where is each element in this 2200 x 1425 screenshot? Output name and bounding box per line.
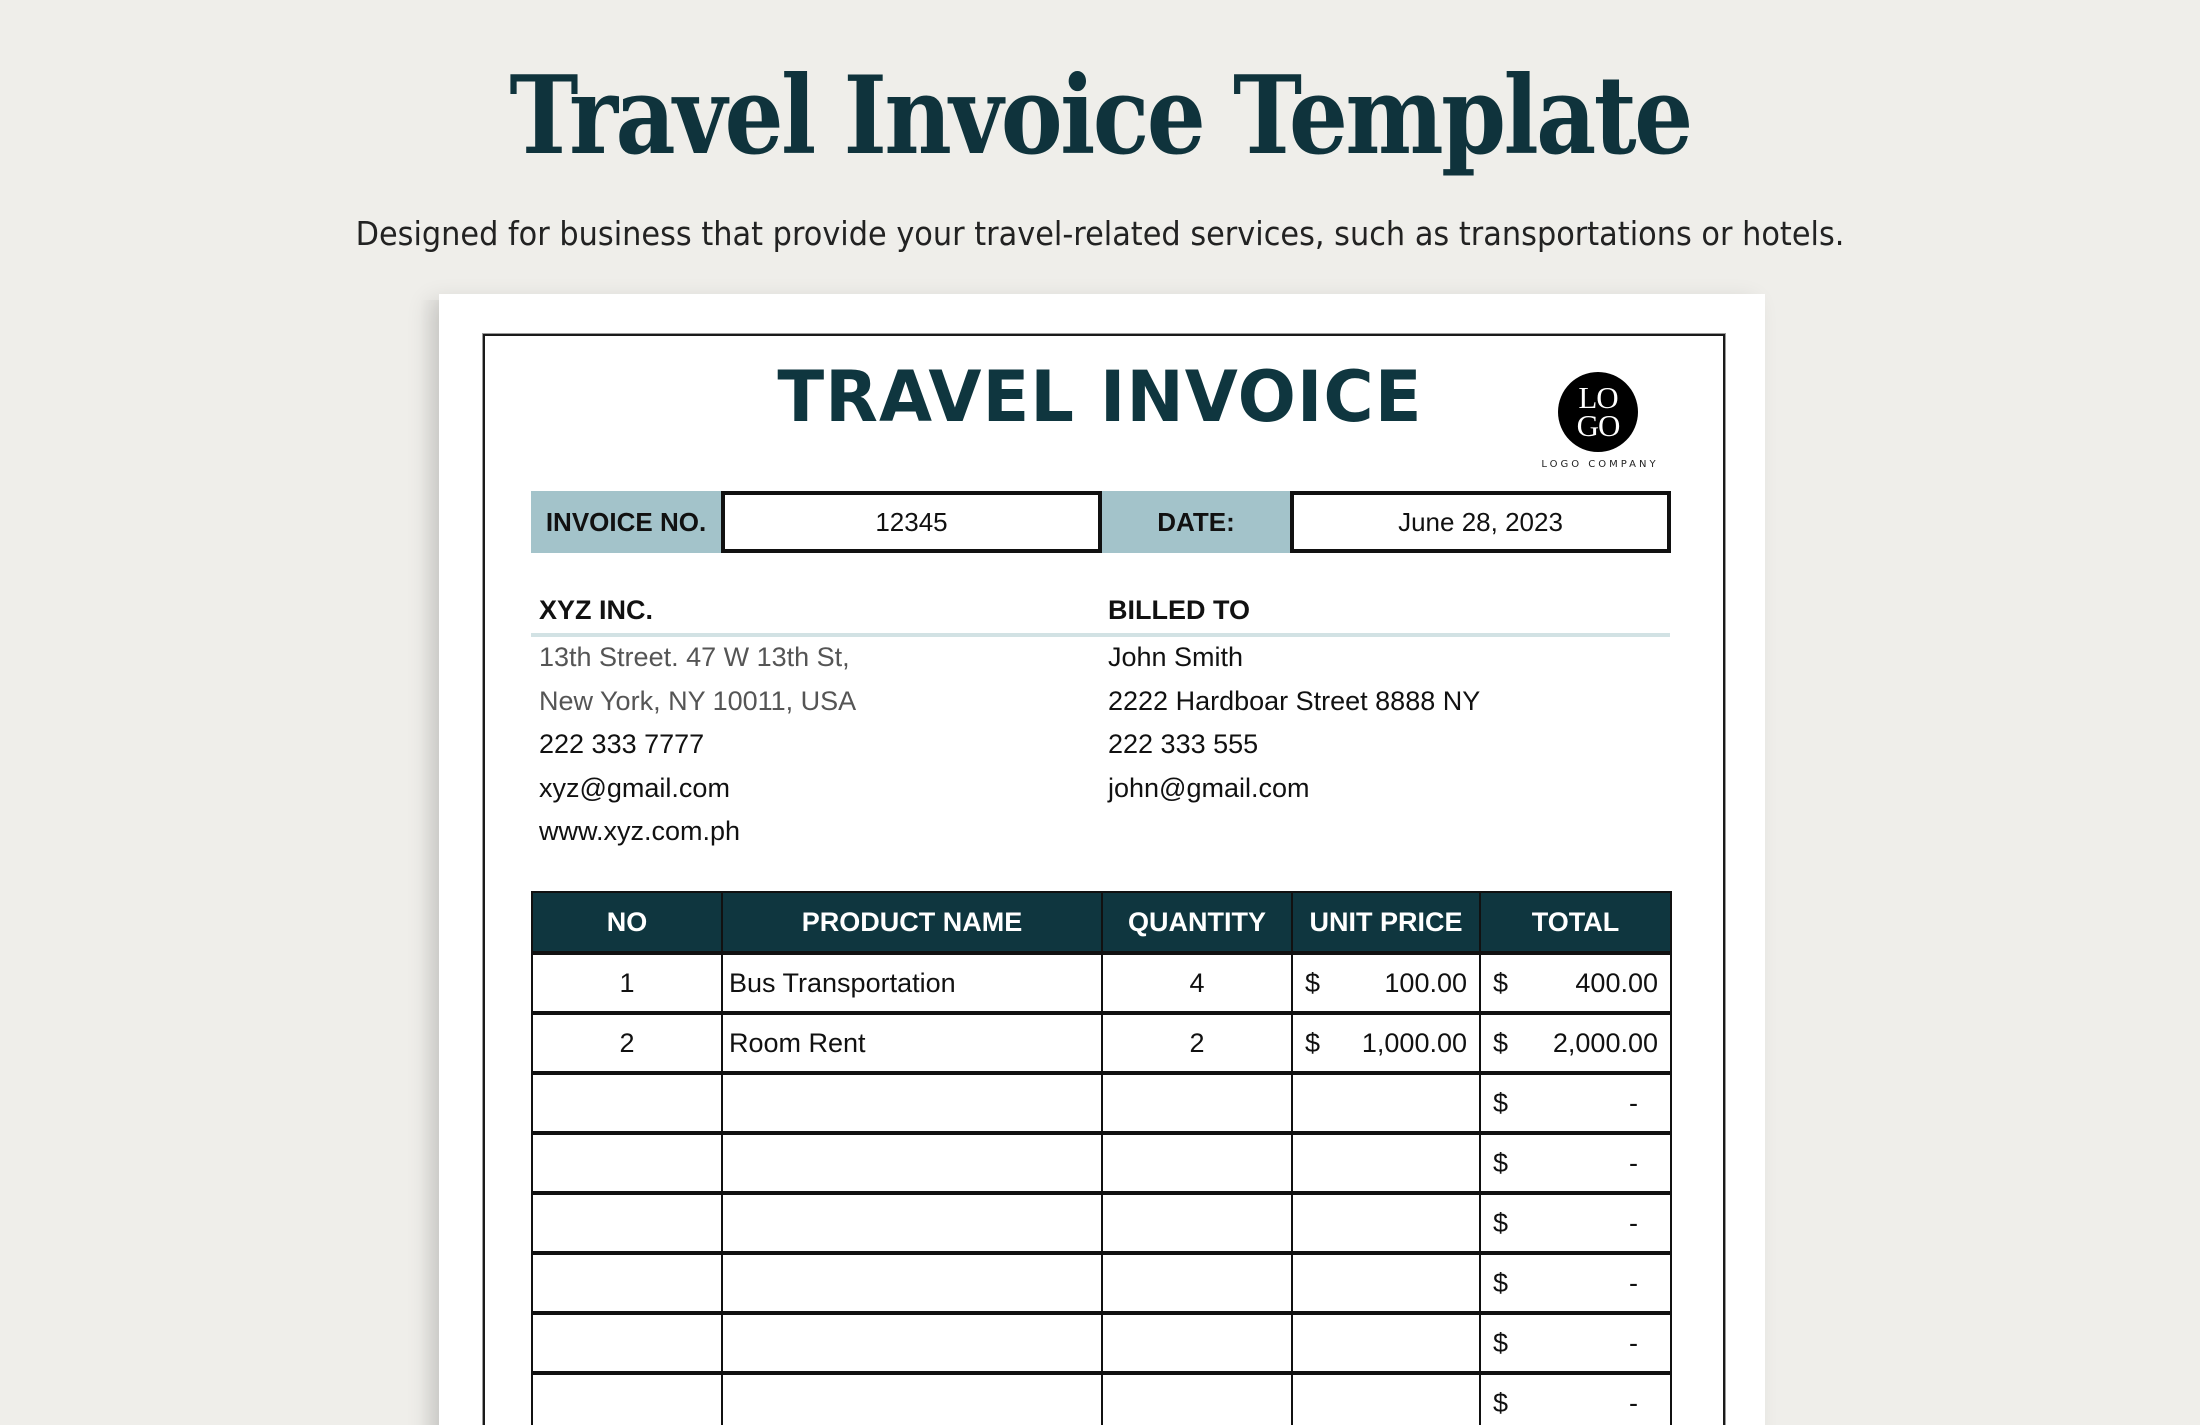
billed-to-section xyxy=(1108,590,1480,810)
cell-unit-price[interactable] xyxy=(1292,1373,1480,1425)
cell-no[interactable] xyxy=(532,1253,722,1313)
invoice-heading: TRAVEL INVOICE xyxy=(777,356,1423,438)
cell-product-name[interactable] xyxy=(722,1253,1102,1313)
total-value: - xyxy=(1629,1327,1638,1358)
total-value: 2,000.00 xyxy=(1552,1027,1658,1058)
cell-unit-price[interactable] xyxy=(1292,1013,1480,1073)
table-row xyxy=(532,1313,1671,1373)
table-header-row xyxy=(532,892,1671,953)
from-address-line1: 13th Street. 47 W 13th St, xyxy=(539,642,850,672)
column-header-product-name: PRODUCT NAME xyxy=(722,892,1102,953)
cell-product-name[interactable] xyxy=(722,1133,1102,1193)
cell-unit-price[interactable] xyxy=(1292,1073,1480,1133)
cell-product-name[interactable] xyxy=(722,1373,1102,1425)
cell-total[interactable] xyxy=(1480,1133,1671,1193)
currency-symbol: $ xyxy=(1305,1027,1321,1058)
invoice-number-label: INVOICE NO. xyxy=(531,491,721,553)
currency-symbol: $ xyxy=(1493,1147,1509,1178)
from-heading: XYZ INC. xyxy=(539,595,654,625)
cell-total[interactable] xyxy=(1480,1073,1671,1133)
cell-unit-price[interactable] xyxy=(1292,953,1480,1013)
cell-total[interactable] xyxy=(1480,1313,1671,1373)
currency-symbol: $ xyxy=(1493,1207,1509,1238)
table-row xyxy=(532,1253,1671,1313)
cell-quantity[interactable] xyxy=(1102,1193,1292,1253)
cell-quantity[interactable] xyxy=(1102,1253,1292,1313)
cell-no[interactable]: 1 xyxy=(532,953,722,1013)
cell-total[interactable] xyxy=(1480,1253,1671,1313)
total-value: - xyxy=(1629,1207,1638,1238)
table-row xyxy=(532,1133,1671,1193)
cell-quantity[interactable] xyxy=(1102,1133,1292,1193)
cell-product-name[interactable] xyxy=(722,1313,1102,1373)
cell-product-name[interactable]: Bus Transportation xyxy=(722,953,1102,1013)
billed-to-address: 2222 Hardboar Street 8888 NY xyxy=(1108,685,1481,716)
table-row xyxy=(532,1013,1671,1073)
unit-price-value: 100.00 xyxy=(1384,967,1467,998)
cell-no[interactable] xyxy=(532,1193,722,1253)
logo-icon xyxy=(1558,372,1638,452)
from-website: www.xyz.com.ph xyxy=(539,816,741,846)
column-header-unit-price: UNIT PRICE xyxy=(1292,892,1480,953)
currency-symbol: $ xyxy=(1305,967,1321,998)
currency-symbol: $ xyxy=(1493,967,1509,998)
billed-to-phone: 222 333 555 xyxy=(1108,729,1259,759)
cell-quantity[interactable] xyxy=(1102,1313,1292,1373)
cell-unit-price[interactable] xyxy=(1292,1313,1480,1373)
items-table xyxy=(531,891,1672,1425)
table-row xyxy=(532,1193,1671,1253)
currency-symbol: $ xyxy=(1493,1388,1509,1418)
unit-price-value: 1,000.00 xyxy=(1361,1027,1467,1058)
cell-unit-price[interactable] xyxy=(1292,1253,1480,1313)
cell-no[interactable] xyxy=(532,1073,722,1133)
date-label: DATE: xyxy=(1102,491,1290,553)
cell-unit-price[interactable] xyxy=(1292,1133,1480,1193)
cell-quantity[interactable]: 4 xyxy=(1102,953,1292,1013)
cell-total[interactable] xyxy=(1480,1373,1671,1425)
cell-quantity[interactable]: 2 xyxy=(1102,1013,1292,1073)
cell-product-name[interactable] xyxy=(722,1193,1102,1253)
logo-company-name: LOGO COMPANY xyxy=(1541,459,1659,470)
billed-to-name: John Smith xyxy=(1108,642,1244,672)
currency-symbol: $ xyxy=(1493,1027,1509,1058)
total-value: - xyxy=(1629,1267,1638,1298)
cell-total[interactable] xyxy=(1480,953,1671,1013)
from-address-line2: New York, NY 10011, USA xyxy=(539,685,857,716)
total-value: - xyxy=(1629,1087,1638,1118)
cell-no[interactable]: 2 xyxy=(532,1013,722,1073)
logo-text-line2: GO xyxy=(1576,408,1620,443)
logo-text-line1: LO xyxy=(1578,380,1618,415)
cell-no[interactable] xyxy=(532,1313,722,1373)
billed-to-email: john@gmail.com xyxy=(1108,772,1310,803)
table-row xyxy=(532,1073,1671,1133)
currency-symbol: $ xyxy=(1493,1327,1509,1358)
currency-symbol: $ xyxy=(1493,1087,1509,1118)
total-value: - xyxy=(1629,1388,1638,1418)
cell-total[interactable] xyxy=(1480,1193,1671,1253)
section-separator xyxy=(531,633,1670,637)
cell-unit-price[interactable] xyxy=(1292,1193,1480,1253)
total-value: - xyxy=(1629,1147,1638,1178)
total-value: 400.00 xyxy=(1575,967,1658,998)
invoice-number-row xyxy=(531,491,1671,553)
cell-product-name[interactable]: Room Rent xyxy=(722,1013,1102,1073)
column-header-no: NO xyxy=(532,892,722,953)
column-header-total: TOTAL xyxy=(1480,892,1671,953)
cell-no[interactable] xyxy=(532,1133,722,1193)
page-subtitle: Designed for business that provide your travel-related services, such as transportations or hotels. xyxy=(355,214,1845,253)
column-header-quantity: QUANTITY xyxy=(1102,892,1292,953)
cell-no[interactable] xyxy=(532,1373,722,1425)
table-row xyxy=(532,1373,1671,1425)
cell-quantity[interactable] xyxy=(1102,1073,1292,1133)
currency-symbol: $ xyxy=(1493,1267,1509,1298)
cell-total[interactable] xyxy=(1480,1013,1671,1073)
from-section xyxy=(539,590,856,854)
from-email: xyz@gmail.com xyxy=(539,772,730,803)
page-title: Travel Invoice Template xyxy=(509,53,1691,179)
billed-to-heading: BILLED TO xyxy=(1108,595,1251,625)
cell-product-name[interactable] xyxy=(722,1073,1102,1133)
from-phone: 222 333 7777 xyxy=(539,729,705,759)
date-field[interactable]: June 28, 2023 xyxy=(1290,491,1671,553)
cell-quantity[interactable] xyxy=(1102,1373,1292,1425)
invoice-number-field[interactable]: 12345 xyxy=(721,491,1102,553)
table-row xyxy=(532,953,1671,1013)
